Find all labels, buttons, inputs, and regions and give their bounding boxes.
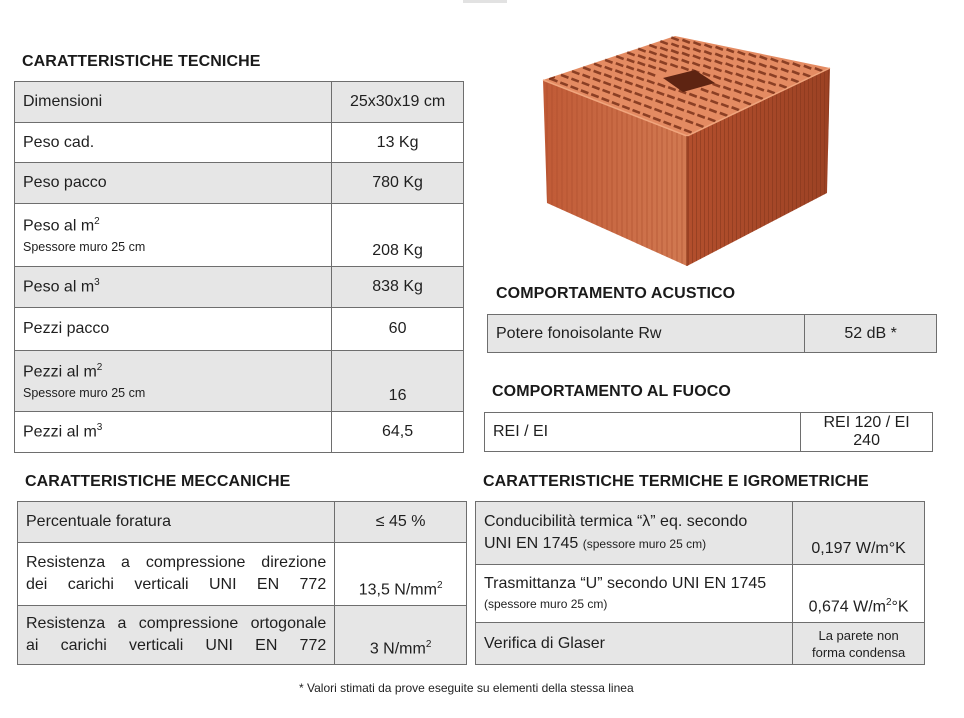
table-row: [18, 543, 467, 606]
row-value: 52 dB *: [805, 315, 937, 353]
row-value: 16: [332, 351, 464, 412]
row-value: 13 Kg: [332, 123, 464, 163]
row-label: [18, 543, 335, 606]
row-sublabel: Spessore muro 25 cm: [23, 386, 146, 401]
row-label-text: Peso al m: [23, 217, 95, 235]
row-value-sup: 2: [425, 638, 432, 650]
row-label-text: Peso al m: [23, 278, 95, 296]
row-label: [15, 267, 332, 308]
row-label: Percentuale foratura: [18, 502, 335, 543]
table-acustico: [487, 314, 937, 353]
table-row: [18, 606, 467, 665]
row-label: Peso cad.: [15, 123, 332, 163]
row-value-unit: °K: [891, 598, 909, 615]
table-row: [488, 315, 937, 353]
brick-block-image: [535, 28, 835, 273]
row-label-sup: 2: [96, 361, 103, 373]
table-row: [15, 412, 464, 453]
table-row: [15, 351, 464, 412]
table-row: [15, 204, 464, 267]
row-value: 838 Kg: [332, 267, 464, 308]
row-label: [476, 565, 793, 623]
row-label-line1: Conducibilità termica “λ” eq. secondo: [484, 513, 748, 530]
row-value: 780 Kg: [332, 163, 464, 204]
section-title-termiche: CARATTERISTICHE TERMICHE E IGROMETRICHE: [483, 473, 869, 490]
row-value: ≤ 45 %: [335, 502, 467, 543]
row-label: [15, 351, 332, 412]
row-label: Dimensioni: [15, 82, 332, 123]
section-title-fuoco: COMPORTAMENTO AL FUOCO: [492, 383, 731, 400]
row-value: 60: [332, 308, 464, 351]
table-termiche: [475, 501, 925, 665]
footnote: * Valori stimati da prove eseguite su elementi della stessa linea: [299, 681, 634, 695]
row-value: [335, 606, 467, 665]
row-label: [15, 204, 332, 267]
row-value: 0,197 W/m°K: [793, 502, 925, 565]
row-label: Pezzi pacco: [15, 308, 332, 351]
row-label-note: (spessore muro 25 cm): [582, 537, 707, 551]
table-row: [476, 502, 925, 565]
row-label-line1: Trasmittanza “U” secondo UNI EN 1745: [484, 574, 767, 592]
row-label-line1: Resistenza a compressione ortogonale: [26, 615, 327, 632]
row-label-line1: Resistenza a compressione direzione: [26, 554, 327, 571]
row-value-line1: La parete non: [818, 627, 899, 643]
row-value: [793, 565, 925, 623]
row-label-line2: UNI EN 1745: [484, 535, 579, 552]
row-value: 208 Kg: [332, 204, 464, 267]
row-value-line2: forma condensa: [811, 644, 906, 660]
row-value-text: 0,674 W/m: [808, 598, 886, 615]
row-label-note: (spessore muro 25 cm): [484, 596, 608, 611]
row-value-sup: 2: [436, 579, 443, 591]
row-value: 25x30x19 cm: [332, 82, 464, 123]
row-value-text: 13,5 N/mm: [358, 581, 437, 598]
row-label-sup: 3: [96, 422, 103, 434]
section-title-tecniche: CARATTERISTICHE TECNICHE: [22, 53, 261, 70]
table-row: [476, 623, 925, 665]
row-label: [18, 606, 335, 665]
row-label: Verifica di Glaser: [476, 623, 793, 665]
row-sublabel: Spessore muro 25 cm: [23, 240, 146, 255]
table-row: [476, 565, 925, 623]
row-value-sup: 2: [885, 596, 892, 608]
row-label: [476, 502, 793, 565]
row-label-sup: 3: [94, 277, 100, 289]
table-meccaniche: [17, 501, 467, 665]
row-value: [793, 623, 925, 665]
table-row: [15, 82, 464, 123]
table-row: [15, 123, 464, 163]
section-title-acustico: COMPORTAMENTO ACUSTICO: [496, 285, 736, 302]
row-label-text: Pezzi al m: [23, 363, 97, 381]
row-label: [15, 412, 332, 453]
top-divider: [463, 0, 507, 3]
row-label-text: Pezzi al m: [23, 423, 97, 441]
table-row: [15, 163, 464, 204]
row-label-line2: dei carichi verticali UNI EN 772: [26, 576, 327, 593]
row-label-line2: ai carichi verticali UNI EN 772: [26, 637, 327, 654]
table-row: [18, 502, 467, 543]
table-row: [15, 267, 464, 308]
row-value: 64,5: [332, 412, 464, 453]
row-value-text: 3 N/mm: [369, 640, 426, 657]
table-row: [485, 413, 933, 452]
row-value: REI 120 / EI 240: [801, 413, 933, 452]
table-tecniche: [14, 81, 464, 453]
table-fuoco: [484, 412, 933, 452]
row-label-sup: 2: [94, 215, 100, 227]
section-title-meccaniche: CARATTERISTICHE MECCANICHE: [25, 473, 291, 490]
row-label: Potere fonoisolante Rw: [488, 315, 805, 353]
row-label: Peso pacco: [15, 163, 332, 204]
row-value: [335, 543, 467, 606]
table-row: [15, 308, 464, 351]
row-label: REI / EI: [485, 413, 801, 452]
